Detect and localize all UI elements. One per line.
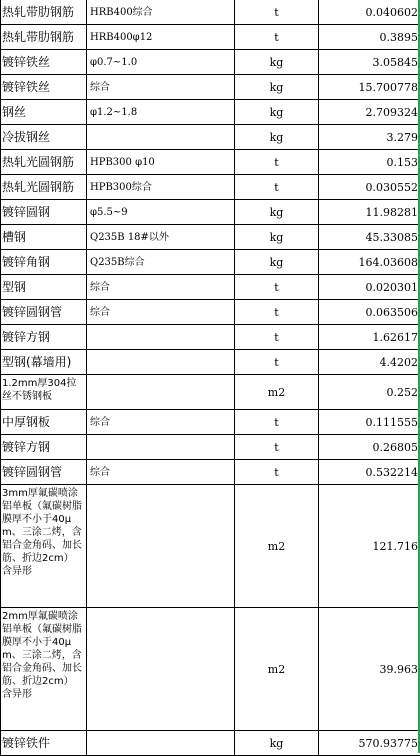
spec-cell: 综合	[87, 75, 235, 100]
table-row	[1, 75, 420, 100]
material-name-cell: 1.2mm厚304拉丝不锈钢板	[1, 375, 87, 410]
unit-cell: t	[235, 410, 319, 435]
table-row	[1, 100, 420, 125]
unit-cell: m2	[235, 608, 319, 731]
quantity-cell: 2.709324	[319, 100, 420, 125]
material-name-cell: 镀锌圆钢	[1, 200, 87, 225]
unit-cell: t	[235, 175, 319, 200]
unit-cell: kg	[235, 75, 319, 100]
quantity-cell: 0.030552	[319, 175, 420, 200]
table-row	[1, 731, 420, 756]
material-name-cell: 热轧光圆钢筋	[1, 175, 87, 200]
unit-cell: kg	[235, 731, 319, 756]
unit-cell: t	[235, 25, 319, 50]
unit-cell: kg	[235, 250, 319, 275]
unit-cell: t	[235, 460, 319, 485]
unit-cell: m2	[235, 375, 319, 410]
material-name-cell: 热轧带肋钢筋	[1, 0, 87, 25]
quantity-cell: 3.279	[319, 125, 420, 150]
spec-cell: 综合	[87, 300, 235, 325]
quantity-cell: 0.111555	[319, 410, 420, 435]
unit-cell: kg	[235, 100, 319, 125]
spec-cell: HRB400综合	[87, 0, 235, 25]
table-row	[1, 125, 420, 150]
quantity-cell: 164.03608	[319, 250, 420, 275]
unit-cell: kg	[235, 125, 319, 150]
material-name-cell: 镀锌铁丝	[1, 75, 87, 100]
material-name-cell: 型钢(幕墙用)	[1, 350, 87, 375]
spec-cell: 综合	[87, 460, 235, 485]
spec-cell: φ5.5~9	[87, 200, 235, 225]
spec-cell	[87, 485, 235, 608]
spec-cell: HPB300 φ10	[87, 150, 235, 175]
table-row	[1, 50, 420, 75]
spec-cell: φ0.7~1.0	[87, 50, 235, 75]
quantity-cell: 0.040602	[319, 0, 420, 25]
spec-cell	[87, 435, 235, 460]
unit-cell: t	[235, 350, 319, 375]
table-row	[1, 0, 420, 25]
spec-cell	[87, 608, 235, 731]
table-row	[1, 485, 420, 608]
quantity-cell: 0.26805	[319, 435, 420, 460]
material-name-cell: 型钢	[1, 275, 87, 300]
quantity-cell: 0.020301	[319, 275, 420, 300]
quantity-cell: 121.716	[319, 485, 420, 608]
spec-cell	[87, 375, 235, 410]
table-row	[1, 275, 420, 300]
quantity-cell: 0.3895	[319, 25, 420, 50]
spec-cell: HPB300综合	[87, 175, 235, 200]
table-row	[1, 608, 420, 731]
material-name-cell: 中厚钢板	[1, 410, 87, 435]
table-row	[1, 435, 420, 460]
unit-cell: kg	[235, 225, 319, 250]
spec-cell: Q235B 18#以外	[87, 225, 235, 250]
material-name-cell: 镀锌铁件	[1, 731, 87, 756]
spec-cell: φ1.2~1.8	[87, 100, 235, 125]
table-row	[1, 460, 420, 485]
table-row	[1, 300, 420, 325]
table-row	[1, 150, 420, 175]
unit-cell: t	[235, 325, 319, 350]
spec-cell	[87, 731, 235, 756]
material-name-cell: 镀锌圆钢管	[1, 460, 87, 485]
table-row	[1, 375, 420, 410]
material-name-cell: 冷拔钢丝	[1, 125, 87, 150]
quantity-cell: 45.33085	[319, 225, 420, 250]
quantity-cell: 0.063506	[319, 300, 420, 325]
table-row	[1, 175, 420, 200]
table-row	[1, 410, 420, 435]
unit-cell: t	[235, 275, 319, 300]
spec-cell	[87, 125, 235, 150]
material-name-cell: 热轧光圆钢筋	[1, 150, 87, 175]
unit-cell: t	[235, 0, 319, 25]
table-row	[1, 250, 420, 275]
quantity-cell: 3.05845	[319, 50, 420, 75]
unit-cell: m2	[235, 485, 319, 608]
table-row	[1, 200, 420, 225]
spec-cell: HRB400φ12	[87, 25, 235, 50]
quantity-cell: 4.4202	[319, 350, 420, 375]
material-name-cell: 槽钢	[1, 225, 87, 250]
table-row	[1, 25, 420, 50]
material-name-cell: 镀锌角钢	[1, 250, 87, 275]
spec-cell: Q235B综合	[87, 250, 235, 275]
table-row	[1, 325, 420, 350]
spec-cell	[87, 325, 235, 350]
unit-cell: t	[235, 435, 319, 460]
unit-cell: kg	[235, 200, 319, 225]
material-name-cell: 2mm厚氟碳喷涂铝单板（氟碳树脂膜厚不小于40μm、三涂二烤，含铝合金角码、加长筋、折边2cm）含异形	[1, 608, 87, 731]
spec-cell	[87, 350, 235, 375]
quantity-cell: 1.62617	[319, 325, 420, 350]
unit-cell: t	[235, 300, 319, 325]
material-name-cell: 镀锌方钢	[1, 325, 87, 350]
table-row	[1, 350, 420, 375]
material-name-cell: 热轧带肋钢筋	[1, 25, 87, 50]
table-row	[1, 225, 420, 250]
material-name-cell: 3mm厚氟碳喷涂铝单板（氟碳树脂膜厚不小于40μm、三涂二烤，含铝合金角码、加长筋、折边2cm）含异形	[1, 485, 87, 608]
quantity-cell: 0.153	[319, 150, 420, 175]
spec-cell: 综合	[87, 275, 235, 300]
spec-cell: 综合	[87, 410, 235, 435]
quantity-cell: 39.963	[319, 608, 420, 731]
quantity-cell: 15.700778	[319, 75, 420, 100]
materials-table-body	[1, 0, 420, 756]
material-name-cell: 镀锌圆钢管	[1, 300, 87, 325]
quantity-cell: 11.98281	[319, 200, 420, 225]
unit-cell: kg	[235, 50, 319, 75]
material-name-cell: 镀锌铁丝	[1, 50, 87, 75]
quantity-cell: 570.93775	[319, 731, 420, 756]
quantity-cell: 0.532214	[319, 460, 420, 485]
material-name-cell: 钢丝	[1, 100, 87, 125]
material-name-cell: 镀锌方钢	[1, 435, 87, 460]
unit-cell: t	[235, 150, 319, 175]
quantity-cell: 0.252	[319, 375, 420, 410]
